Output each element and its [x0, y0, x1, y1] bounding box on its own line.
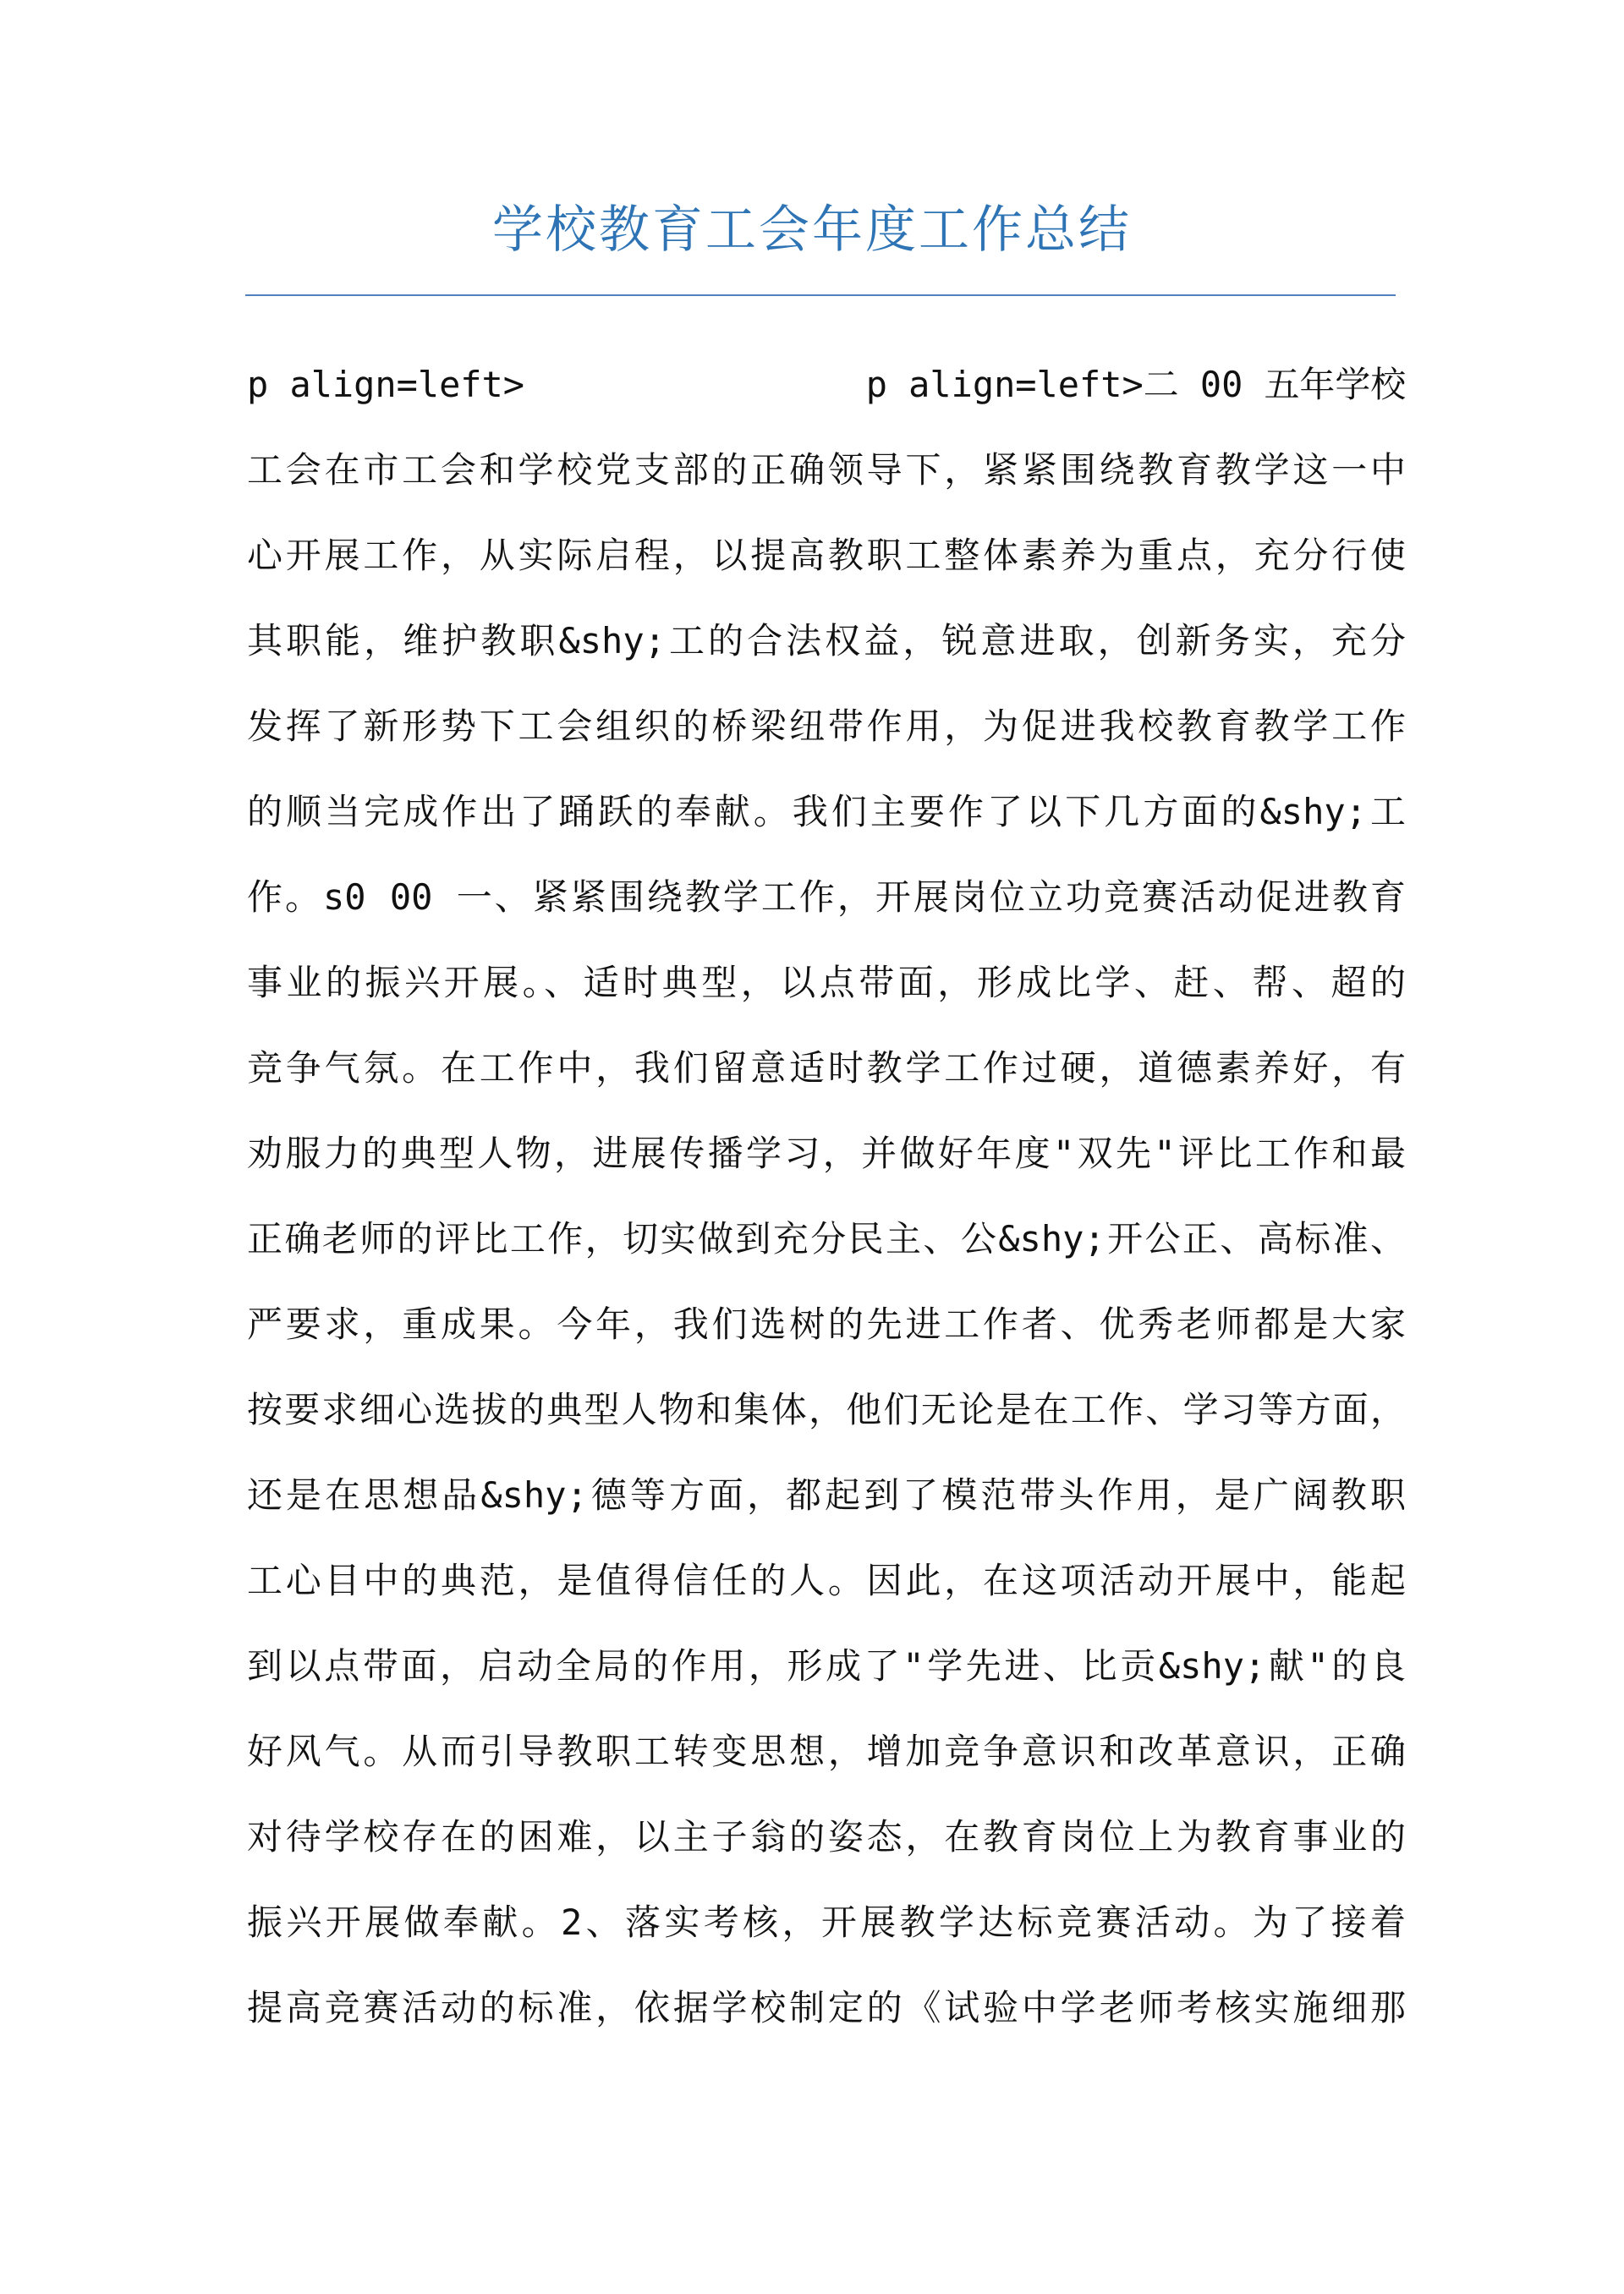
body-line: 好风气。从而引导教职工转变思想，增加竞争意识和改革意识，正确: [247, 1731, 1406, 1772]
body-line: 振兴开展做奉献。2、落实考核，开展教学达标竞赛活动。为了接着: [247, 1902, 1406, 1943]
body-line: 竞争气氛。在工作中，我们留意适时教学工作过硬，道德素养好，有: [247, 1047, 1406, 1089]
body-line: 事业的振兴开展。、适时典型，以点带面，形成比学、赶、帮、超的: [247, 962, 1406, 1003]
body-line: 其职能，维护教职&shy;工的合法权益，锐意进取，创新务实，充分: [247, 620, 1406, 661]
body-line: 按要求细心选拔的典型人物和集体，他们无论是在工作、学习等方面，: [247, 1389, 1406, 1430]
document-title: 学校教育工会年度工作总结: [492, 200, 1132, 260]
body-line: 发挥了新形势下工会组织的桥梁纽带作用，为促进我校教育教学工作: [247, 705, 1406, 747]
body-line: 提高竞赛活动的标准，依据学校制定的《试验中学老师考核实施细那: [247, 1987, 1406, 2028]
body-line: 严要求，重成果。今年，我们选树的先进工作者、优秀老师都是大家: [247, 1303, 1406, 1345]
body-line: 的顺当完成作出了踊跃的奉献。我们主要作了以下几方面的&shy;工: [247, 791, 1406, 832]
body-line: 工会在市工会和学校党支部的正确领导下，紧紧围绕教育教学这一中: [247, 449, 1406, 491]
body-line: 还是在思想品&shy;德等方面，都起到了模范带头作用，是广阔教职: [247, 1474, 1406, 1516]
body-line: p align=left> p align=left>二 00 五年学校: [247, 364, 1407, 405]
title-underline: [245, 294, 1396, 296]
document-body: [247, 355, 1406, 2064]
body-line: 作。s0 00 一、紧紧围绕教学工作，开展岗位立功竞赛活动促进教育: [247, 876, 1406, 918]
body-line: 劝服力的典型人物，进展传播学习，并做好年度"双先"评比工作和最: [247, 1133, 1406, 1174]
body-line: 对待学校存在的困难，以主子翁的姿态，在教育岗位上为教育事业的: [247, 1816, 1406, 1858]
body-line: 正确老师的评比工作，切实做到充分民主、公&shy;开公正、高标准、: [247, 1218, 1406, 1260]
body-line: 心开展工作，从实际启程，以提高教职工整体素养为重点，充分行使: [247, 535, 1406, 576]
body-line: 工心目中的典范，是值得信任的人。因此，在这项活动开展中，能起: [247, 1560, 1406, 1601]
body-line: 到以点带面，启动全局的作用，形成了"学先进、比贡&shy;献"的良: [247, 1645, 1406, 1687]
